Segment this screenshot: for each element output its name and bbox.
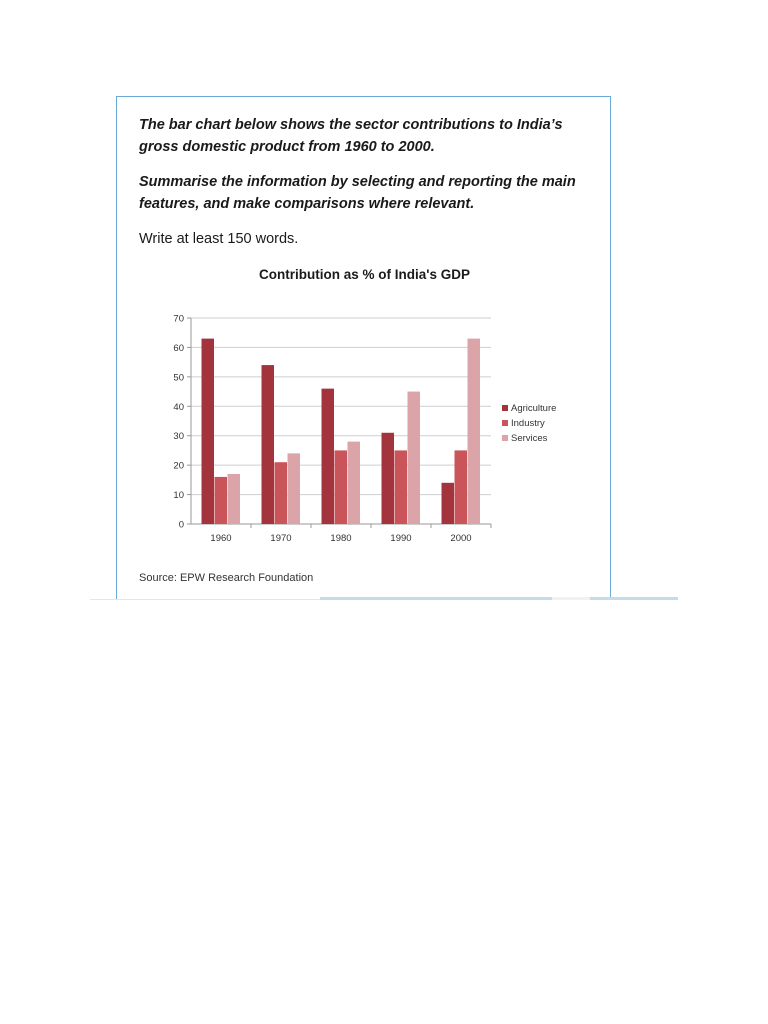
- bar-services-1970: [288, 453, 301, 524]
- task-description: The bar chart below shows the sector contributions to India’s gross domestic product from 1960 to 2000.: [139, 117, 563, 155]
- bar-industry-1990: [395, 450, 408, 524]
- y-tick-label: 60: [173, 342, 184, 354]
- x-tick-label: 1990: [390, 533, 412, 544]
- task-instruction: Summarise the information by selecting and reporting the main features, and make comparisons where relevant.: [139, 174, 576, 212]
- bar-agriculture-2000: [442, 483, 455, 524]
- divider: [590, 597, 678, 600]
- bar-services-1990: [408, 392, 421, 524]
- bar-agriculture-1970: [262, 365, 275, 524]
- divider: [552, 597, 590, 600]
- y-tick-label: 30: [173, 431, 184, 443]
- legend-swatch: [502, 420, 508, 426]
- bar-agriculture-1990: [382, 433, 395, 524]
- divider: [320, 597, 552, 600]
- divider: [90, 599, 320, 600]
- bar-industry-2000: [455, 450, 468, 524]
- legend-swatch: [502, 435, 508, 441]
- task-card: [116, 96, 611, 599]
- y-tick-label: 0: [178, 519, 184, 531]
- y-tick-label: 10: [173, 490, 184, 502]
- chart-title: Contribution as % of India's GDP: [259, 267, 470, 282]
- legend-label: Agriculture: [511, 403, 557, 414]
- bar-services-1960: [228, 474, 241, 524]
- x-tick-label: 1960: [210, 533, 232, 544]
- bar-agriculture-1980: [322, 389, 335, 524]
- y-tick-label: 70: [173, 313, 184, 325]
- x-tick-label: 1970: [270, 533, 292, 544]
- legend-swatch: [502, 405, 508, 411]
- y-tick-label: 20: [173, 460, 184, 472]
- legend-label: Services: [511, 433, 548, 444]
- bar-industry-1980: [335, 450, 348, 524]
- x-tick-label: 2000: [450, 533, 472, 544]
- y-tick-label: 50: [173, 372, 184, 384]
- word-count-instruction: Write at least 150 words.: [139, 231, 299, 247]
- legend-label: Industry: [511, 418, 545, 429]
- bar-services-1980: [348, 442, 361, 524]
- chart-source: Source: EPW Research Foundation: [139, 572, 314, 584]
- bar-services-2000: [468, 339, 481, 524]
- x-tick-label: 1980: [330, 533, 352, 544]
- bar-industry-1970: [275, 462, 288, 524]
- y-tick-label: 40: [173, 401, 184, 413]
- bar-chart: [117, 297, 612, 557]
- bar-industry-1960: [215, 477, 228, 524]
- bar-agriculture-1960: [202, 339, 215, 524]
